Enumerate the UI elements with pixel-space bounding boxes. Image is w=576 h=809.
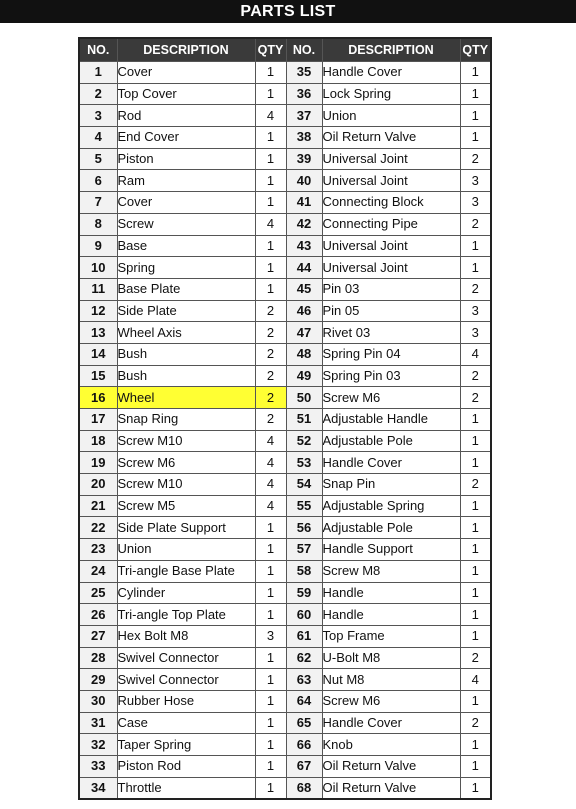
part-quantity: 1: [460, 625, 491, 647]
part-description: Adjustable Pole: [322, 517, 460, 539]
table-row: [79, 83, 491, 105]
part-number: 35: [286, 62, 322, 84]
part-number: 16: [79, 387, 117, 409]
part-number: 27: [79, 625, 117, 647]
table-header-row: [79, 38, 491, 62]
part-description: Piston Rod: [117, 756, 255, 778]
part-description: Wheel Axis: [117, 322, 255, 344]
part-description: Knob: [322, 734, 460, 756]
table-row: [79, 430, 491, 452]
part-quantity: 2: [460, 213, 491, 235]
part-description: Handle: [322, 604, 460, 626]
part-description: Adjustable Pole: [322, 430, 460, 452]
part-description: Spring Pin 03: [322, 365, 460, 387]
part-quantity: 1: [460, 777, 491, 799]
part-description: Pin 05: [322, 300, 460, 322]
part-quantity: 1: [255, 127, 286, 149]
table-row: [79, 690, 491, 712]
part-number: 10: [79, 257, 117, 279]
header-no-left: NO.: [79, 38, 117, 62]
part-number: 45: [286, 278, 322, 300]
part-quantity: 1: [255, 170, 286, 192]
part-number: 23: [79, 539, 117, 561]
part-number: 57: [286, 539, 322, 561]
part-description: Nut M8: [322, 669, 460, 691]
part-quantity: 1: [255, 83, 286, 105]
table-row: [79, 365, 491, 387]
part-description: Top Cover: [117, 83, 255, 105]
table-row: [79, 170, 491, 192]
part-description: Swivel Connector: [117, 669, 255, 691]
part-quantity: 1: [460, 127, 491, 149]
part-quantity: 1: [255, 712, 286, 734]
part-description: Cylinder: [117, 582, 255, 604]
part-description: Adjustable Handle: [322, 409, 460, 431]
part-quantity: 1: [255, 257, 286, 279]
table-row: [79, 127, 491, 149]
part-number: 48: [286, 343, 322, 365]
part-number: 13: [79, 322, 117, 344]
part-description: Handle Cover: [322, 452, 460, 474]
part-description: Screw M8: [322, 560, 460, 582]
part-number: 64: [286, 690, 322, 712]
part-description: Cover: [117, 62, 255, 84]
part-quantity: 4: [460, 669, 491, 691]
part-description: Screw M6: [322, 690, 460, 712]
part-quantity: 2: [255, 300, 286, 322]
part-quantity: 1: [255, 777, 286, 799]
table-row: [79, 712, 491, 734]
part-number: 51: [286, 409, 322, 431]
part-number: 63: [286, 669, 322, 691]
table-row: [79, 625, 491, 647]
part-quantity: 1: [460, 560, 491, 582]
part-description: Hex Bolt M8: [117, 625, 255, 647]
part-description: Side Plate: [117, 300, 255, 322]
part-quantity: 4: [255, 430, 286, 452]
part-quantity: 4: [460, 343, 491, 365]
table-row: [79, 257, 491, 279]
header-qty-left: QTY: [255, 38, 286, 62]
table-row: [79, 300, 491, 322]
part-quantity: 2: [460, 474, 491, 496]
table-row: [79, 734, 491, 756]
part-number: 9: [79, 235, 117, 257]
part-number: 12: [79, 300, 117, 322]
part-number: 66: [286, 734, 322, 756]
part-number: 59: [286, 582, 322, 604]
table-row: [79, 756, 491, 778]
part-number: 47: [286, 322, 322, 344]
part-number: 46: [286, 300, 322, 322]
part-description: Base Plate: [117, 278, 255, 300]
part-number: 17: [79, 409, 117, 431]
part-number: 18: [79, 430, 117, 452]
parts-table: [78, 37, 492, 800]
part-quantity: 3: [460, 170, 491, 192]
header-no-right: NO.: [286, 38, 322, 62]
table-row: [79, 582, 491, 604]
part-quantity: 2: [460, 647, 491, 669]
part-description: Union: [117, 539, 255, 561]
table-row: [79, 105, 491, 127]
table-row: [79, 343, 491, 365]
table-row: [79, 213, 491, 235]
part-description: Oil Return Valve: [322, 127, 460, 149]
part-description: Lock Spring: [322, 83, 460, 105]
part-quantity: 1: [255, 734, 286, 756]
part-description: Universal Joint: [322, 235, 460, 257]
page-title: PARTS LIST: [0, 0, 576, 23]
part-description: Adjustable Spring: [322, 495, 460, 517]
part-description: Snap Pin: [322, 474, 460, 496]
part-number: 28: [79, 647, 117, 669]
part-description: Spring Pin 04: [322, 343, 460, 365]
parts-table-body: [79, 62, 491, 800]
part-number: 52: [286, 430, 322, 452]
part-description: End Cover: [117, 127, 255, 149]
part-quantity: 1: [255, 517, 286, 539]
table-row: [79, 539, 491, 561]
part-number: 11: [79, 278, 117, 300]
part-number: 5: [79, 148, 117, 170]
part-number: 6: [79, 170, 117, 192]
part-number: 26: [79, 604, 117, 626]
part-description: Universal Joint: [322, 170, 460, 192]
part-description: Throttle: [117, 777, 255, 799]
part-number: 40: [286, 170, 322, 192]
part-description: Swivel Connector: [117, 647, 255, 669]
part-quantity: 1: [255, 192, 286, 214]
part-quantity: 3: [460, 322, 491, 344]
part-description: Universal Joint: [322, 257, 460, 279]
part-number: 1: [79, 62, 117, 84]
part-quantity: 4: [255, 213, 286, 235]
part-description: Union: [322, 105, 460, 127]
part-number: 8: [79, 213, 117, 235]
part-quantity: 4: [255, 495, 286, 517]
table-row: [79, 409, 491, 431]
part-quantity: 2: [460, 148, 491, 170]
part-number: 39: [286, 148, 322, 170]
part-number: 25: [79, 582, 117, 604]
part-description: Tri-angle Base Plate: [117, 560, 255, 582]
part-quantity: 1: [460, 690, 491, 712]
table-row: [79, 604, 491, 626]
part-description: Handle Cover: [322, 62, 460, 84]
part-number: 41: [286, 192, 322, 214]
part-description: Spring: [117, 257, 255, 279]
part-number: 60: [286, 604, 322, 626]
table-row: [79, 452, 491, 474]
part-quantity: 2: [460, 712, 491, 734]
table-row: [79, 192, 491, 214]
part-quantity: 1: [460, 604, 491, 626]
part-number: 36: [286, 83, 322, 105]
part-number: 31: [79, 712, 117, 734]
part-quantity: 4: [255, 452, 286, 474]
part-description: Screw M10: [117, 474, 255, 496]
part-description: Connecting Pipe: [322, 213, 460, 235]
part-quantity: 1: [460, 83, 491, 105]
part-quantity: 1: [255, 690, 286, 712]
part-quantity: 2: [255, 322, 286, 344]
table-row: [79, 474, 491, 496]
part-quantity: 1: [460, 734, 491, 756]
part-quantity: 1: [460, 495, 491, 517]
part-quantity: 1: [460, 452, 491, 474]
part-number: 68: [286, 777, 322, 799]
part-description: Top Frame: [322, 625, 460, 647]
part-quantity: 1: [255, 756, 286, 778]
part-description: Universal Joint: [322, 148, 460, 170]
table-row: [79, 322, 491, 344]
table-row: [79, 517, 491, 539]
part-number: 3: [79, 105, 117, 127]
part-number: 14: [79, 343, 117, 365]
part-description: Handle: [322, 582, 460, 604]
part-quantity: 2: [255, 343, 286, 365]
part-description: Cover: [117, 192, 255, 214]
part-description: Screw M5: [117, 495, 255, 517]
part-quantity: 1: [255, 62, 286, 84]
table-row: [79, 495, 491, 517]
part-number: 22: [79, 517, 117, 539]
part-number: 24: [79, 560, 117, 582]
part-number: 61: [286, 625, 322, 647]
table-row-highlighted: [79, 387, 491, 409]
table-row: [79, 777, 491, 799]
header-description-left: DESCRIPTION: [117, 38, 255, 62]
part-quantity: 1: [460, 539, 491, 561]
part-description: Pin 03: [322, 278, 460, 300]
header-qty-right: QTY: [460, 38, 491, 62]
part-description: Ram: [117, 170, 255, 192]
part-quantity: 3: [255, 625, 286, 647]
part-description: Screw M6: [117, 452, 255, 474]
part-description: Connecting Block: [322, 192, 460, 214]
part-quantity: 1: [255, 278, 286, 300]
part-quantity: 1: [255, 148, 286, 170]
part-quantity: 2: [255, 387, 286, 409]
part-number: 7: [79, 192, 117, 214]
part-quantity: 1: [460, 582, 491, 604]
part-quantity: 1: [460, 430, 491, 452]
part-number: 43: [286, 235, 322, 257]
part-description: Oil Return Valve: [322, 777, 460, 799]
part-description: Bush: [117, 365, 255, 387]
part-number: 20: [79, 474, 117, 496]
table-row: [79, 647, 491, 669]
part-quantity: 2: [255, 365, 286, 387]
part-number: 53: [286, 452, 322, 474]
part-description: Rod: [117, 105, 255, 127]
part-quantity: 1: [255, 560, 286, 582]
part-description: Rubber Hose: [117, 690, 255, 712]
part-number: 37: [286, 105, 322, 127]
part-description: Side Plate Support: [117, 517, 255, 539]
part-number: 21: [79, 495, 117, 517]
part-description: Handle Cover: [322, 712, 460, 734]
part-number: 33: [79, 756, 117, 778]
header-description-right: DESCRIPTION: [322, 38, 460, 62]
part-quantity: 1: [460, 517, 491, 539]
part-number: 19: [79, 452, 117, 474]
part-quantity: 1: [460, 105, 491, 127]
table-row: [79, 62, 491, 84]
part-number: 42: [286, 213, 322, 235]
part-description: Piston: [117, 148, 255, 170]
part-description: Rivet 03: [322, 322, 460, 344]
part-quantity: 1: [460, 257, 491, 279]
part-description: Tri-angle Top Plate: [117, 604, 255, 626]
part-quantity: 1: [255, 582, 286, 604]
part-quantity: 1: [255, 539, 286, 561]
part-quantity: 4: [255, 105, 286, 127]
part-number: 38: [286, 127, 322, 149]
part-number: 56: [286, 517, 322, 539]
part-number: 15: [79, 365, 117, 387]
part-number: 34: [79, 777, 117, 799]
part-description: Taper Spring: [117, 734, 255, 756]
part-description: Bush: [117, 343, 255, 365]
part-number: 29: [79, 669, 117, 691]
part-quantity: 1: [460, 756, 491, 778]
part-number: 54: [286, 474, 322, 496]
part-description: Screw M6: [322, 387, 460, 409]
part-quantity: 2: [460, 278, 491, 300]
part-quantity: 1: [460, 409, 491, 431]
part-quantity: 2: [255, 409, 286, 431]
part-number: 32: [79, 734, 117, 756]
part-quantity: 3: [460, 300, 491, 322]
part-number: 2: [79, 83, 117, 105]
part-quantity: 1: [255, 647, 286, 669]
part-number: 49: [286, 365, 322, 387]
table-row: [79, 278, 491, 300]
part-quantity: 2: [460, 387, 491, 409]
part-number: 44: [286, 257, 322, 279]
part-number: 62: [286, 647, 322, 669]
part-quantity: 1: [255, 235, 286, 257]
part-description: Handle Support: [322, 539, 460, 561]
part-description: Screw M10: [117, 430, 255, 452]
part-description: Wheel: [117, 387, 255, 409]
part-quantity: 1: [255, 669, 286, 691]
part-description: Base: [117, 235, 255, 257]
table-row: [79, 560, 491, 582]
part-quantity: 3: [460, 192, 491, 214]
part-description: Case: [117, 712, 255, 734]
part-description: Snap Ring: [117, 409, 255, 431]
part-quantity: 1: [255, 604, 286, 626]
part-description: Oil Return Valve: [322, 756, 460, 778]
part-quantity: 1: [460, 62, 491, 84]
part-quantity: 1: [460, 235, 491, 257]
table-row: [79, 148, 491, 170]
table-row: [79, 235, 491, 257]
part-number: 58: [286, 560, 322, 582]
part-number: 50: [286, 387, 322, 409]
part-description: Screw: [117, 213, 255, 235]
part-number: 55: [286, 495, 322, 517]
table-row: [79, 669, 491, 691]
part-description: U-Bolt M8: [322, 647, 460, 669]
part-number: 65: [286, 712, 322, 734]
part-number: 30: [79, 690, 117, 712]
part-number: 67: [286, 756, 322, 778]
part-number: 4: [79, 127, 117, 149]
part-quantity: 4: [255, 474, 286, 496]
part-quantity: 2: [460, 365, 491, 387]
